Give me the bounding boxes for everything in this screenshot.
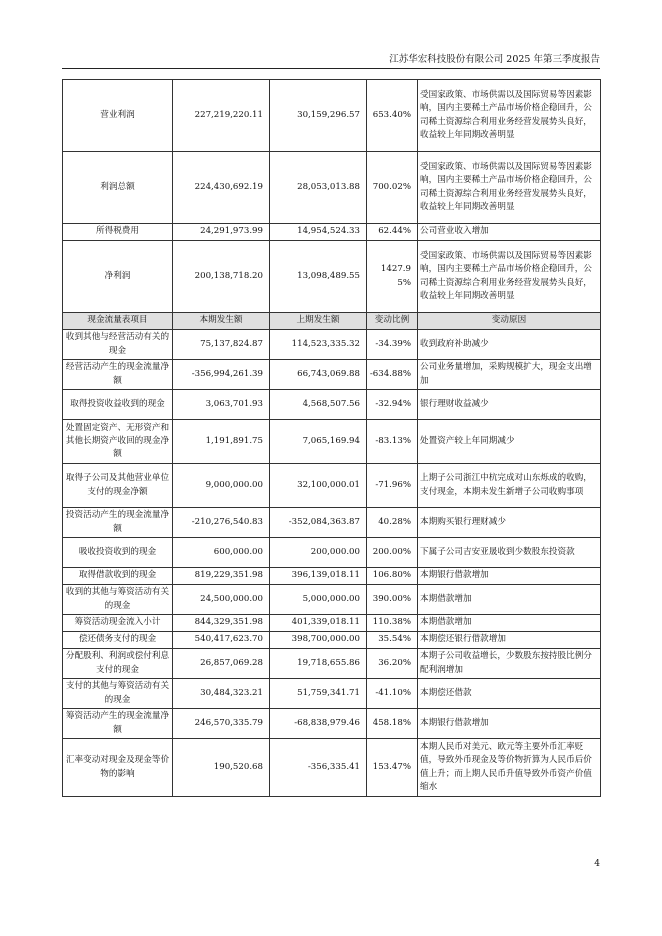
item-cell: 取得投资收益收到的现金 bbox=[63, 390, 173, 420]
change-reason: 处置资产较上年同期减少 bbox=[418, 420, 601, 464]
header-change: 变动比例 bbox=[367, 313, 418, 330]
prior-amount: 66,743,069.88 bbox=[270, 360, 367, 390]
item-cell: 分配股利、利润或偿付利息支付的现金 bbox=[63, 649, 173, 679]
table-row bbox=[63, 360, 601, 390]
table-row bbox=[63, 241, 601, 313]
change-reason: 本期银行借款增加 bbox=[418, 709, 601, 739]
change-ratio: -71.96% bbox=[367, 464, 418, 508]
financial-table bbox=[62, 79, 601, 797]
table-row bbox=[63, 224, 601, 241]
item-cell: 净利润 bbox=[63, 241, 173, 313]
change-ratio: 390.00% bbox=[367, 585, 418, 615]
cashflow-header-row bbox=[63, 313, 601, 330]
table-row bbox=[63, 739, 601, 797]
prior-amount: 19,718,655.86 bbox=[270, 649, 367, 679]
header-current: 本期发生额 bbox=[173, 313, 270, 330]
change-ratio: 700.02% bbox=[367, 152, 418, 224]
change-ratio: -34.39% bbox=[367, 330, 418, 360]
current-amount: 844,329,351.98 bbox=[173, 615, 270, 632]
prior-amount: 7,065,169.94 bbox=[270, 420, 367, 464]
table-row bbox=[63, 152, 601, 224]
current-amount: 819,229,351.98 bbox=[173, 568, 270, 585]
change-reason: 本期偿还借款 bbox=[418, 679, 601, 709]
current-amount: -210,276,540.83 bbox=[173, 508, 270, 538]
change-reason: 本期购买银行理财减少 bbox=[418, 508, 601, 538]
item-cell: 取得借款收到的现金 bbox=[63, 568, 173, 585]
item-cell: 经营活动产生的现金流量净额 bbox=[63, 360, 173, 390]
change-ratio: 458.18% bbox=[367, 709, 418, 739]
change-reason: 本期借款增加 bbox=[418, 615, 601, 632]
table-row bbox=[63, 585, 601, 615]
item-cell: 支付的其他与筹资活动有关的现金 bbox=[63, 679, 173, 709]
change-ratio: 40.28% bbox=[367, 508, 418, 538]
prior-amount: 398,700,000.00 bbox=[270, 632, 367, 649]
change-reason: 受国家政策、市场供需以及国际贸易等因素影响，国内主要稀土产品市场价格企稳回升，公司稀土资源综合利用业务经营发展势头良好，收益较上年同期改善明显 bbox=[418, 80, 601, 152]
change-reason: 本期偿还银行借款增加 bbox=[418, 632, 601, 649]
table-row bbox=[63, 649, 601, 679]
item-cell: 筹资活动现金流入小计 bbox=[63, 615, 173, 632]
item-cell: 吸收投资收到的现金 bbox=[63, 538, 173, 568]
prior-amount: 200,000.00 bbox=[270, 538, 367, 568]
table-row bbox=[63, 679, 601, 709]
prior-amount: -352,084,363.87 bbox=[270, 508, 367, 538]
item-cell: 营业利润 bbox=[63, 80, 173, 152]
prior-amount: 30,159,296.57 bbox=[270, 80, 367, 152]
change-ratio: 62.44% bbox=[367, 224, 418, 241]
current-amount: 1,191,891.75 bbox=[173, 420, 270, 464]
item-cell: 投资活动产生的现金流量净额 bbox=[63, 508, 173, 538]
change-ratio: 106.80% bbox=[367, 568, 418, 585]
change-ratio: -32.94% bbox=[367, 390, 418, 420]
table-row bbox=[63, 709, 601, 739]
change-reason: 本期银行借款增加 bbox=[418, 568, 601, 585]
prior-amount: 114,523,335.32 bbox=[270, 330, 367, 360]
table-row bbox=[63, 80, 601, 152]
report-header: 江苏华宏科技股份有限公司 2025 年第三季度报告 bbox=[389, 54, 600, 65]
prior-amount: -356,335.41 bbox=[270, 739, 367, 797]
current-amount: 3,063,701.93 bbox=[173, 390, 270, 420]
prior-amount: 14,954,524.33 bbox=[270, 224, 367, 241]
change-ratio: 200.00% bbox=[367, 538, 418, 568]
header-reason: 变动原因 bbox=[418, 313, 601, 330]
item-cell: 汇率变动对现金及现金等价物的影响 bbox=[63, 739, 173, 797]
change-reason: 本期人民币对美元、欧元等主要外币汇率贬值，导致外币现金及等价物折算为人民币后价值上升；而上期人民币升值导致外币资产价值缩水 bbox=[418, 739, 601, 797]
change-ratio: 1427.95% bbox=[367, 241, 418, 313]
current-amount: 190,520.68 bbox=[173, 739, 270, 797]
item-cell: 所得税费用 bbox=[63, 224, 173, 241]
change-ratio: -634.88% bbox=[367, 360, 418, 390]
change-ratio: 653.40% bbox=[367, 80, 418, 152]
change-reason: 公司营业收入增加 bbox=[418, 224, 601, 241]
item-cell: 取得子公司及其他营业单位支付的现金净额 bbox=[63, 464, 173, 508]
prior-amount: 28,053,013.88 bbox=[270, 152, 367, 224]
change-reason: 受国家政策、市场供需以及国际贸易等因素影响，国内主要稀土产品市场价格企稳回升，公司稀土资源综合利用业务经营发展势头良好，收益较上年同期改善明显 bbox=[418, 241, 601, 313]
prior-amount: 4,568,507.56 bbox=[270, 390, 367, 420]
item-cell: 利润总额 bbox=[63, 152, 173, 224]
change-reason: 本期子公司收益增长，少数股东按持股比例分配利润增加 bbox=[418, 649, 601, 679]
change-ratio: 153.47% bbox=[367, 739, 418, 797]
table-row bbox=[63, 615, 601, 632]
change-ratio: -41.10% bbox=[367, 679, 418, 709]
current-amount: 75,137,824.87 bbox=[173, 330, 270, 360]
change-ratio: 35.54% bbox=[367, 632, 418, 649]
header-rule bbox=[62, 68, 600, 69]
prior-amount: 51,759,341.71 bbox=[270, 679, 367, 709]
current-amount: 540,417,623.70 bbox=[173, 632, 270, 649]
current-amount: -356,994,261.39 bbox=[173, 360, 270, 390]
change-reason: 上期子公司浙江中杭完成对山东烁成的收购，支付现金，本期未发生新增子公司收购事项 bbox=[418, 464, 601, 508]
table-row bbox=[63, 390, 601, 420]
page-number: 4 bbox=[594, 859, 600, 869]
table-row bbox=[63, 568, 601, 585]
prior-amount: -68,838,979.46 bbox=[270, 709, 367, 739]
prior-amount: 32,100,000.01 bbox=[270, 464, 367, 508]
prior-amount: 5,000,000.00 bbox=[270, 585, 367, 615]
change-reason: 收到政府补助减少 bbox=[418, 330, 601, 360]
change-reason: 公司业务量增加，采购规模扩大，现金支出增加 bbox=[418, 360, 601, 390]
item-cell: 筹资活动产生的现金流量净额 bbox=[63, 709, 173, 739]
current-amount: 224,430,692.19 bbox=[173, 152, 270, 224]
change-reason: 本期借款增加 bbox=[418, 585, 601, 615]
table-row bbox=[63, 538, 601, 568]
change-reason: 下属子公司吉安亚晟收到少数股东投资款 bbox=[418, 538, 601, 568]
change-ratio: -83.13% bbox=[367, 420, 418, 464]
item-cell: 收到的其他与筹资活动有关的现金 bbox=[63, 585, 173, 615]
change-reason: 银行理财收益减少 bbox=[418, 390, 601, 420]
prior-amount: 396,139,018.11 bbox=[270, 568, 367, 585]
current-amount: 24,500,000.00 bbox=[173, 585, 270, 615]
current-amount: 26,857,069.28 bbox=[173, 649, 270, 679]
change-reason: 受国家政策、市场供需以及国际贸易等因素影响，国内主要稀土产品市场价格企稳回升，公司稀土资源综合利用业务经营发展势头良好，收益较上年同期改善明显 bbox=[418, 152, 601, 224]
item-cell: 收到其他与经营活动有关的现金 bbox=[63, 330, 173, 360]
current-amount: 227,219,220.11 bbox=[173, 80, 270, 152]
prior-amount: 13,098,489.55 bbox=[270, 241, 367, 313]
table-row bbox=[63, 632, 601, 649]
current-amount: 200,138,718.20 bbox=[173, 241, 270, 313]
item-cell: 偿还债务支付的现金 bbox=[63, 632, 173, 649]
header-item: 现金流量表项目 bbox=[63, 313, 173, 330]
table-row bbox=[63, 508, 601, 538]
table-row bbox=[63, 330, 601, 360]
table-row bbox=[63, 420, 601, 464]
current-amount: 9,000,000.00 bbox=[173, 464, 270, 508]
change-ratio: 36.20% bbox=[367, 649, 418, 679]
change-ratio: 110.38% bbox=[367, 615, 418, 632]
prior-amount: 401,339,018.11 bbox=[270, 615, 367, 632]
table-row bbox=[63, 464, 601, 508]
current-amount: 24,291,973.99 bbox=[173, 224, 270, 241]
current-amount: 246,570,335.79 bbox=[173, 709, 270, 739]
current-amount: 30,484,323.21 bbox=[173, 679, 270, 709]
current-amount: 600,000.00 bbox=[173, 538, 270, 568]
header-prior: 上期发生额 bbox=[270, 313, 367, 330]
item-cell: 处置固定资产、无形资产和其他长期资产收回的现金净额 bbox=[63, 420, 173, 464]
